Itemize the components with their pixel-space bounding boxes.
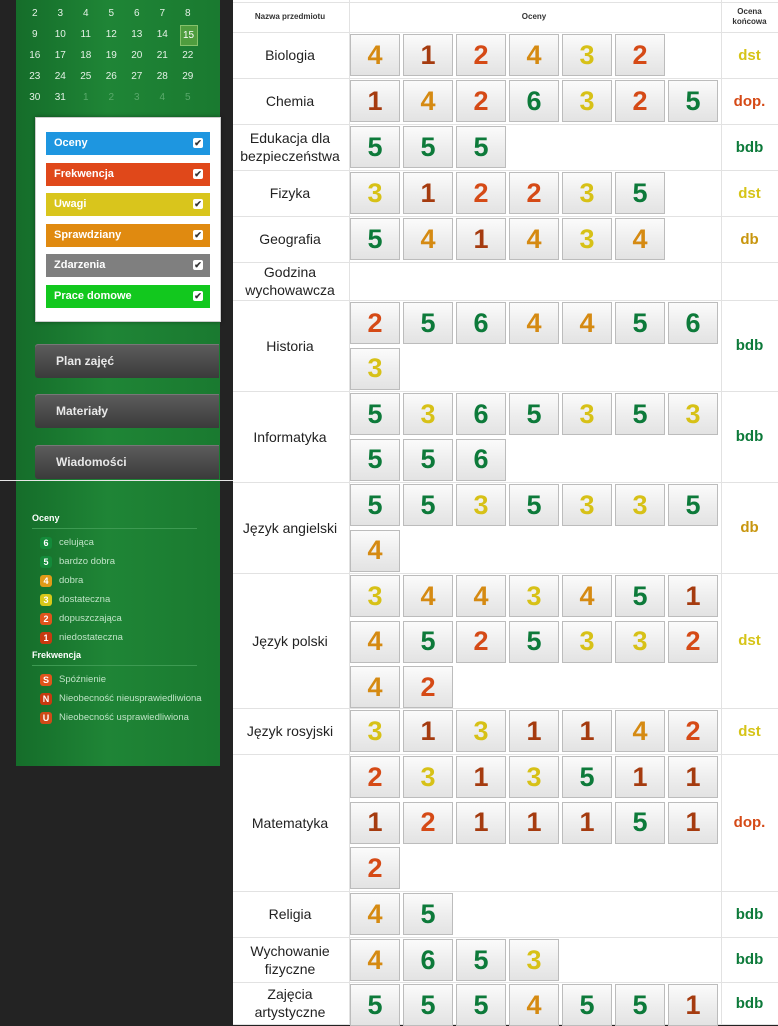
calendar-day[interactable]: 30 <box>29 92 41 103</box>
legend-badge: 2 <box>40 613 52 625</box>
grade-cell[interactable]: 3 <box>562 484 612 526</box>
calendar-day[interactable]: 19 <box>105 50 117 61</box>
grade-cell[interactable]: 1 <box>350 80 400 122</box>
grade-cell[interactable]: 2 <box>350 302 400 344</box>
header-subject: Nazwa przedmiotu <box>254 12 326 21</box>
final-grade: dst <box>738 184 761 202</box>
legend-label: dopuszczająca <box>59 613 122 624</box>
grade-cell[interactable]: 1 <box>456 218 506 260</box>
grade-cell[interactable]: 2 <box>615 34 665 76</box>
grade-cell[interactable]: 4 <box>509 302 559 344</box>
calendar-day[interactable]: 3 <box>133 92 140 103</box>
final-grade: db <box>740 230 759 248</box>
grade-cell[interactable]: 5 <box>350 393 400 435</box>
grade-cell[interactable]: 3 <box>668 393 718 435</box>
grade-cell[interactable]: 5 <box>350 439 400 481</box>
grade-cell[interactable]: 5 <box>615 302 665 344</box>
grade-cell[interactable]: 5 <box>403 439 453 481</box>
grade-cell[interactable]: 1 <box>350 802 400 844</box>
calendar-day[interactable]: 6 <box>133 8 140 19</box>
subject-name: Chemia <box>265 93 315 109</box>
grade-cell[interactable]: 5 <box>668 484 718 526</box>
legend-badge: 4 <box>40 575 52 587</box>
grade-cell[interactable]: 1 <box>509 802 559 844</box>
legend-label: Nieobecność nieusprawiedliwiona <box>59 693 202 704</box>
grade-cell[interactable]: 2 <box>456 80 506 122</box>
final-grade: bdb <box>735 905 764 923</box>
grade-cell[interactable]: 3 <box>350 172 400 214</box>
filter-label: Prace domowe <box>54 289 132 302</box>
grade-cell[interactable]: 1 <box>615 756 665 798</box>
grade-cell[interactable]: 4 <box>615 218 665 260</box>
grade-cell[interactable]: 4 <box>403 80 453 122</box>
legend-badge: N <box>40 693 52 705</box>
final-grade: bdb <box>735 428 764 445</box>
filter-label: Sprawdziany <box>54 228 122 241</box>
calendar-day[interactable]: 20 <box>131 50 143 61</box>
grade-cell[interactable]: 5 <box>615 575 665 617</box>
calendar-week <box>22 25 212 46</box>
calendar-week <box>22 4 212 25</box>
grade-cell[interactable]: 4 <box>456 575 506 617</box>
calendar-day[interactable]: 23 <box>29 71 41 82</box>
final-grade <box>721 262 778 300</box>
grade-cell[interactable]: 2 <box>456 172 506 214</box>
grade-cell[interactable]: 5 <box>562 984 612 1026</box>
calendar-day[interactable]: 7 <box>159 8 166 19</box>
grade-cell[interactable]: 1 <box>456 756 506 798</box>
legend-item <box>32 609 222 628</box>
grade-cell[interactable]: 6 <box>403 939 453 981</box>
grade-cell[interactable]: 5 <box>403 126 453 168</box>
grade-cell[interactable]: 1 <box>403 710 453 752</box>
subject-name: Fizyka <box>269 185 311 201</box>
calendar <box>22 4 212 109</box>
calendar-day-today[interactable]: 15 <box>180 25 198 46</box>
calendar-week <box>22 88 212 109</box>
grade-cell[interactable]: 5 <box>456 984 506 1026</box>
calendar-week <box>22 67 212 88</box>
grade-cell[interactable]: 3 <box>403 393 453 435</box>
grade-cell[interactable]: 5 <box>456 939 506 981</box>
filter-label: Uwagi <box>54 198 87 210</box>
final-grade: bdb <box>735 337 764 354</box>
legend-item <box>32 670 222 689</box>
calendar-day[interactable]: 5 <box>184 92 191 103</box>
grade-cell[interactable]: 4 <box>509 984 559 1026</box>
grade-cell[interactable]: 2 <box>350 847 400 889</box>
legend-label: dobra <box>59 575 84 586</box>
grade-cell[interactable]: 1 <box>668 984 718 1026</box>
grade-cell[interactable]: 3 <box>562 34 612 76</box>
subject-name: Historia <box>266 337 314 354</box>
subject-name: Geografia <box>259 231 321 247</box>
filter-label: Frekwencja <box>54 167 114 180</box>
calendar-day[interactable]: 1 <box>82 92 89 103</box>
grade-cell[interactable]: 3 <box>509 756 559 798</box>
subject-name: Język rosyjski <box>246 723 334 739</box>
filter-label: Oceny <box>54 137 88 149</box>
filter-label: Zdarzenia <box>54 259 106 271</box>
row-divider <box>233 2 778 3</box>
grade-cell[interactable]: 5 <box>403 621 453 663</box>
grade-cell[interactable]: 1 <box>668 802 718 844</box>
grade-cell[interactable]: 2 <box>668 710 718 752</box>
checkbox-icon[interactable]: ✔ <box>194 290 202 301</box>
checkbox-icon[interactable]: ✔ <box>194 229 202 240</box>
calendar-day[interactable]: 2 <box>108 92 115 103</box>
calendar-day[interactable]: 9 <box>31 29 38 40</box>
divider <box>0 480 233 481</box>
legend-label: celująca <box>59 537 94 548</box>
grade-cell[interactable]: 4 <box>509 34 559 76</box>
grade-cell[interactable]: 6 <box>456 302 506 344</box>
legend-attendance-title: Frekwencja <box>32 650 82 660</box>
grade-cell[interactable]: 5 <box>403 893 453 935</box>
calendar-day[interactable]: 24 <box>54 71 66 82</box>
subject-name: Język polski <box>252 632 328 649</box>
grade-cell[interactable]: 3 <box>350 348 400 390</box>
legend-label: dostateczna <box>59 594 111 605</box>
final-grade: dst <box>738 722 761 740</box>
grade-cell[interactable]: 3 <box>562 172 612 214</box>
grade-cell[interactable]: 3 <box>456 710 506 752</box>
header-final: Ocena końcowa <box>732 7 767 26</box>
calendar-day[interactable]: 11 <box>80 29 91 40</box>
legend-item <box>32 533 222 552</box>
filter-panel <box>35 117 221 322</box>
subject-name: Zajęcia artystyczne <box>254 986 326 1020</box>
grade-cell[interactable]: 6 <box>668 302 718 344</box>
grades-table <box>233 0 778 1024</box>
filter-zdarzenia[interactable] <box>46 254 210 277</box>
legend-label: Spóźnienie <box>59 674 107 685</box>
subject-name: Biologia <box>265 47 315 63</box>
grade-cell[interactable]: 4 <box>350 666 400 708</box>
menu-button-1[interactable]: Plan zajęć <box>35 344 219 378</box>
calendar-day[interactable]: 17 <box>54 50 66 61</box>
grade-cell[interactable]: 4 <box>350 530 400 572</box>
calendar-day[interactable]: 29 <box>182 71 194 82</box>
grade-cell[interactable]: 3 <box>562 621 612 663</box>
final-grade: bdb <box>735 951 764 968</box>
legend-badge: 5 <box>40 556 52 568</box>
grade-cell[interactable]: 5 <box>509 621 559 663</box>
calendar-day[interactable]: 31 <box>54 92 66 103</box>
grade-cell[interactable]: 5 <box>403 984 453 1026</box>
final-grade: dop. <box>733 814 766 831</box>
grade-cell[interactable]: 1 <box>509 710 559 752</box>
legend-badge: 3 <box>40 594 52 606</box>
grade-cell[interactable]: 4 <box>350 621 400 663</box>
grade-cell[interactable]: 4 <box>403 218 453 260</box>
grade-cell[interactable]: 5 <box>509 484 559 526</box>
grade-cell[interactable]: 2 <box>509 172 559 214</box>
legend-badge: S <box>40 674 52 686</box>
filter-sprawdziany[interactable] <box>46 224 210 247</box>
calendar-day[interactable]: 27 <box>131 71 143 82</box>
legend-item <box>32 552 222 571</box>
grade-cell[interactable]: 6 <box>456 439 506 481</box>
grade-cell[interactable]: 4 <box>509 218 559 260</box>
legend-item <box>32 590 222 609</box>
grade-cell[interactable]: 5 <box>615 393 665 435</box>
legend <box>32 510 222 727</box>
calendar-day[interactable]: 13 <box>131 29 143 40</box>
checkbox-icon[interactable]: ✔ <box>194 138 202 148</box>
calendar-day[interactable]: 3 <box>57 8 64 19</box>
calendar-day[interactable]: 14 <box>156 29 168 40</box>
legend-label: bardzo dobra <box>59 556 115 567</box>
filter-uwagi[interactable] <box>46 193 210 216</box>
legend-label: niedostateczna <box>59 632 123 643</box>
legend-badge: 6 <box>40 537 52 549</box>
subject-name: Informatyka <box>253 428 327 445</box>
legend-item <box>32 708 222 727</box>
grade-cell[interactable]: 4 <box>562 302 612 344</box>
legend-badge: U <box>40 712 52 724</box>
grade-cell[interactable]: 1 <box>562 710 612 752</box>
calendar-day[interactable]: 18 <box>80 50 92 61</box>
grade-cell[interactable]: 2 <box>456 34 506 76</box>
grade-cell[interactable]: 5 <box>350 126 400 168</box>
grade-cell[interactable]: 1 <box>562 802 612 844</box>
calendar-day[interactable]: 12 <box>105 29 117 40</box>
calendar-day[interactable]: 8 <box>184 8 191 19</box>
grade-cell[interactable]: 2 <box>403 802 453 844</box>
legend-item <box>32 571 222 590</box>
checkbox-icon[interactable]: ✔ <box>194 260 202 270</box>
final-grade: bdb <box>735 994 764 1012</box>
final-grade: bdb <box>735 138 764 156</box>
legend-grades-list <box>32 528 222 647</box>
calendar-day[interactable]: 22 <box>182 50 194 61</box>
grade-cell[interactable]: 3 <box>403 756 453 798</box>
final-grade: db <box>740 519 759 536</box>
calendar-day[interactable]: 26 <box>105 71 117 82</box>
subject-name: Wychowanie fizyczne <box>250 942 330 977</box>
grade-cell[interactable]: 5 <box>615 172 665 214</box>
grade-cell[interactable]: 3 <box>615 484 665 526</box>
legend-item <box>32 628 222 647</box>
grade-cell[interactable]: 5 <box>615 984 665 1026</box>
grade-cell[interactable]: 5 <box>615 802 665 844</box>
final-grade: dst <box>738 46 761 64</box>
grade-cell[interactable]: 5 <box>350 984 400 1026</box>
grade-cell[interactable]: 1 <box>403 172 453 214</box>
grade-cell[interactable]: 1 <box>668 756 718 798</box>
grade-cell[interactable]: 3 <box>562 393 612 435</box>
legend-badge: 1 <box>40 632 52 644</box>
filter-prace-domowe[interactable] <box>46 285 210 308</box>
grade-cell[interactable]: 4 <box>615 710 665 752</box>
grade-cell[interactable]: 2 <box>668 621 718 663</box>
grade-cell[interactable]: 6 <box>456 393 506 435</box>
calendar-day[interactable]: 2 <box>31 8 38 19</box>
grade-cell[interactable]: 3 <box>562 80 612 122</box>
grade-cell[interactable]: 1 <box>456 802 506 844</box>
legend-item <box>32 689 222 708</box>
calendar-day[interactable]: 4 <box>82 8 89 19</box>
filter-oceny[interactable] <box>46 132 210 155</box>
checkbox-icon[interactable]: ✔ <box>194 199 202 209</box>
grade-cell[interactable]: 6 <box>509 80 559 122</box>
grade-cell[interactable]: 5 <box>456 126 506 168</box>
grade-cell[interactable]: 3 <box>509 575 559 617</box>
legend-label: Nieobecność usprawiedliwiona <box>59 712 189 723</box>
subject-name: Religia <box>268 906 312 922</box>
grade-cell[interactable]: 2 <box>403 666 453 708</box>
grade-cell[interactable]: 4 <box>350 34 400 76</box>
calendar-day[interactable]: 10 <box>54 29 66 40</box>
calendar-day[interactable]: 21 <box>156 50 168 61</box>
grade-cell[interactable]: 5 <box>350 484 400 526</box>
grade-cell[interactable]: 4 <box>350 939 400 981</box>
menu-button-3[interactable]: Wiadomości <box>35 445 219 479</box>
grade-cell[interactable]: 3 <box>456 484 506 526</box>
grade-cell[interactable]: 3 <box>562 218 612 260</box>
grade-cell[interactable]: 2 <box>350 756 400 798</box>
legend-separator <box>32 528 197 529</box>
subject-name: Matematyka <box>251 814 329 831</box>
header-grades: Oceny <box>521 12 547 21</box>
legend-separator <box>32 665 197 666</box>
grade-cell[interactable]: 4 <box>562 575 612 617</box>
grade-cell[interactable]: 1 <box>403 34 453 76</box>
grade-cell[interactable]: 5 <box>403 484 453 526</box>
grade-cell[interactable]: 5 <box>403 302 453 344</box>
grade-cell[interactable]: 5 <box>509 393 559 435</box>
calendar-day[interactable]: 4 <box>159 92 166 103</box>
grade-cell[interactable]: 5 <box>668 80 718 122</box>
calendar-week <box>22 46 212 67</box>
calendar-day[interactable]: 5 <box>108 8 115 19</box>
grade-cell[interactable]: 3 <box>350 710 400 752</box>
grade-cell[interactable]: 3 <box>350 575 400 617</box>
grade-cell[interactable]: 1 <box>668 575 718 617</box>
subject-name: Edukacja dla bezpieczeństwa <box>240 130 340 164</box>
grade-cell[interactable]: 5 <box>562 756 612 798</box>
subject-name: Język angielski <box>242 519 338 536</box>
grade-cell[interactable]: 5 <box>350 218 400 260</box>
grade-cell[interactable]: 4 <box>350 893 400 935</box>
grade-cell[interactable]: 2 <box>615 80 665 122</box>
final-grade: dst <box>738 632 761 649</box>
final-grade: dop. <box>733 92 766 110</box>
grade-cell[interactable]: 3 <box>615 621 665 663</box>
grade-cell[interactable]: 4 <box>403 575 453 617</box>
subject-name: Godzina wychowawcza <box>245 264 335 298</box>
calendar-day[interactable]: 16 <box>29 50 41 61</box>
checkbox-icon[interactable]: ✔ <box>194 168 202 179</box>
legend-grades-title: Oceny <box>32 513 60 523</box>
legend-attendance-list <box>32 665 222 727</box>
menu-button-2[interactable]: Materiały <box>35 394 219 428</box>
grade-cell[interactable]: 2 <box>456 621 506 663</box>
calendar-day[interactable]: 28 <box>156 71 168 82</box>
grade-cell[interactable]: 3 <box>509 939 559 981</box>
filter-frekwencja[interactable] <box>46 163 210 186</box>
calendar-day[interactable]: 25 <box>80 71 92 82</box>
